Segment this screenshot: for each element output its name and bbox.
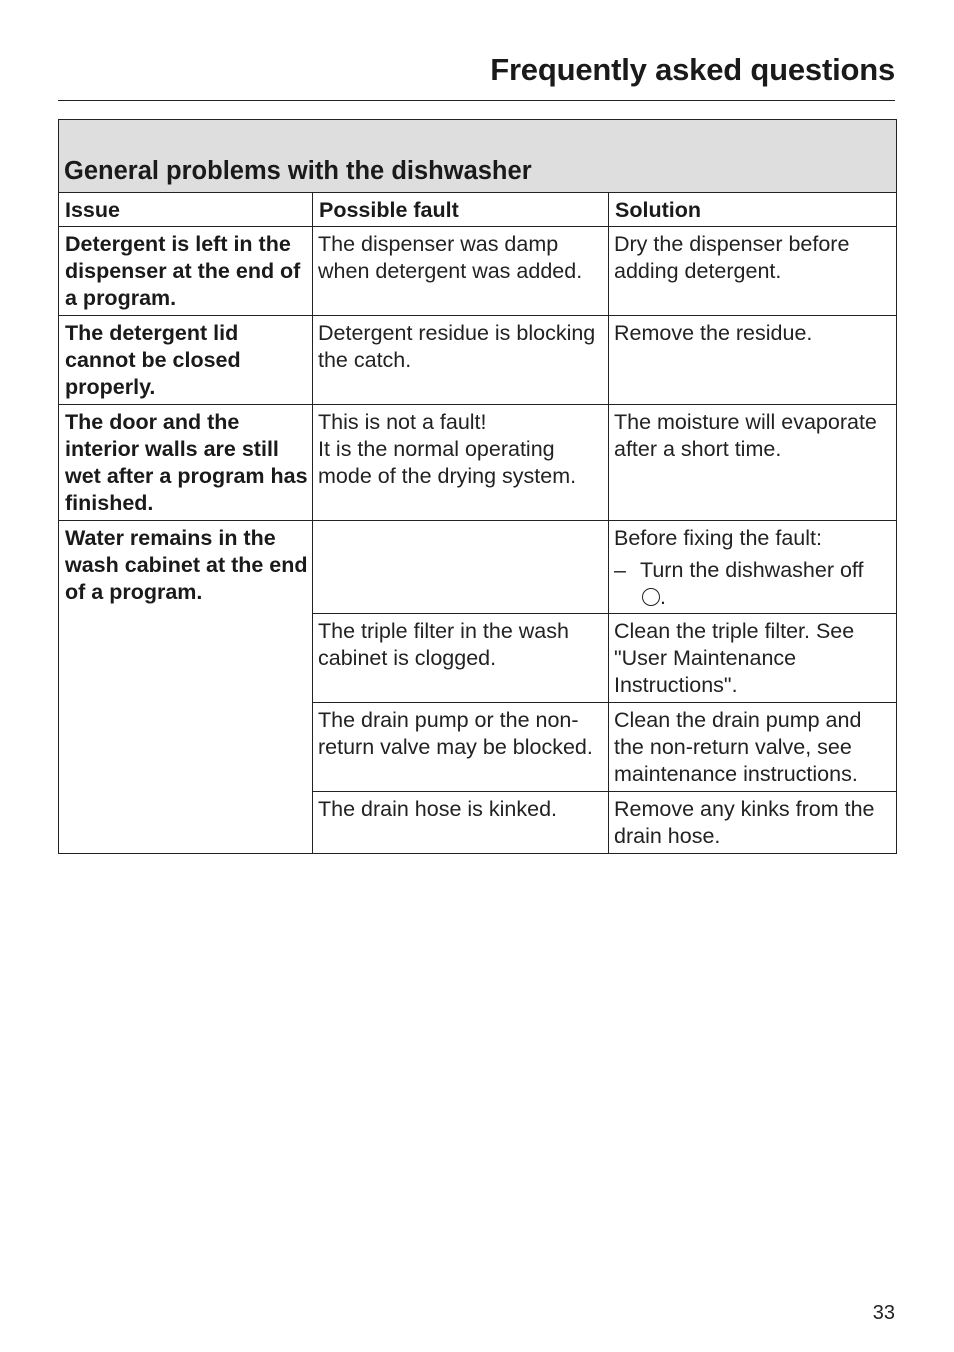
table-row: [59, 227, 897, 316]
solution-cell: Dry the dispenser before adding detergent.: [609, 227, 897, 316]
fault-cell: The drain hose is kinked.: [313, 792, 609, 854]
table-row: [59, 405, 897, 521]
fault-cell: The drain pump or the non-return valve may be blocked.: [313, 703, 609, 792]
page-title: Frequently asked questions: [490, 52, 895, 87]
fault-line: It is the normal operating mode of the drying system.: [318, 437, 577, 488]
solution-cell: Remove any kinks from the drain hose.: [609, 792, 897, 854]
solution-cell: Remove the residue.: [609, 316, 897, 405]
section-header-row: [59, 120, 897, 193]
column-header-solution: Solution: [609, 193, 897, 227]
column-header-row: [59, 193, 897, 227]
bullet-text: Turn the dishwasher off: [640, 558, 864, 582]
bullet-content: [640, 557, 863, 611]
fault-cell: The triple filter in the wash cabinet is clogged.: [313, 614, 609, 703]
column-header-fault: Possible fault: [313, 193, 609, 227]
fault-cell: The dispenser was damp when detergent was added.: [313, 227, 609, 316]
power-off-icon: [642, 588, 660, 606]
table-row: [59, 521, 897, 614]
solution-cell: Clean the triple filter. See "User Maintenance Instructions".: [609, 614, 897, 703]
solution-cell: The moisture will evaporate after a short time.: [609, 405, 897, 521]
fault-cell: Detergent residue is blocking the catch.: [313, 316, 609, 405]
solution-cell: [609, 521, 897, 614]
solution-cell: Clean the drain pump and the non-return valve, see maintenance instructions.: [609, 703, 897, 792]
issue-cell: Detergent is left in the dispenser at the end of a program.: [59, 227, 313, 316]
issue-cell: The detergent lid cannot be closed properly.: [59, 316, 313, 405]
bullet-period: .: [660, 585, 666, 609]
bullet-dash: –: [614, 558, 626, 582]
fault-cell-empty: [313, 521, 609, 614]
issue-cell: The door and the interior walls are still wet after a program has finished.: [59, 405, 313, 521]
solution-bullet: [614, 557, 892, 611]
fault-line: This is not a fault!: [318, 410, 487, 434]
header-divider: [58, 100, 895, 101]
column-header-issue: Issue: [59, 193, 313, 227]
section-title: General problems with the dishwasher: [59, 120, 897, 193]
table-row: [59, 316, 897, 405]
fault-cell: [313, 405, 609, 521]
page-number: 33: [872, 1302, 895, 1324]
solution-intro: Before fixing the fault:: [614, 526, 822, 550]
faq-table: [58, 119, 897, 854]
issue-cell: Water remains in the wash cabinet at the end of a program.: [59, 521, 313, 854]
